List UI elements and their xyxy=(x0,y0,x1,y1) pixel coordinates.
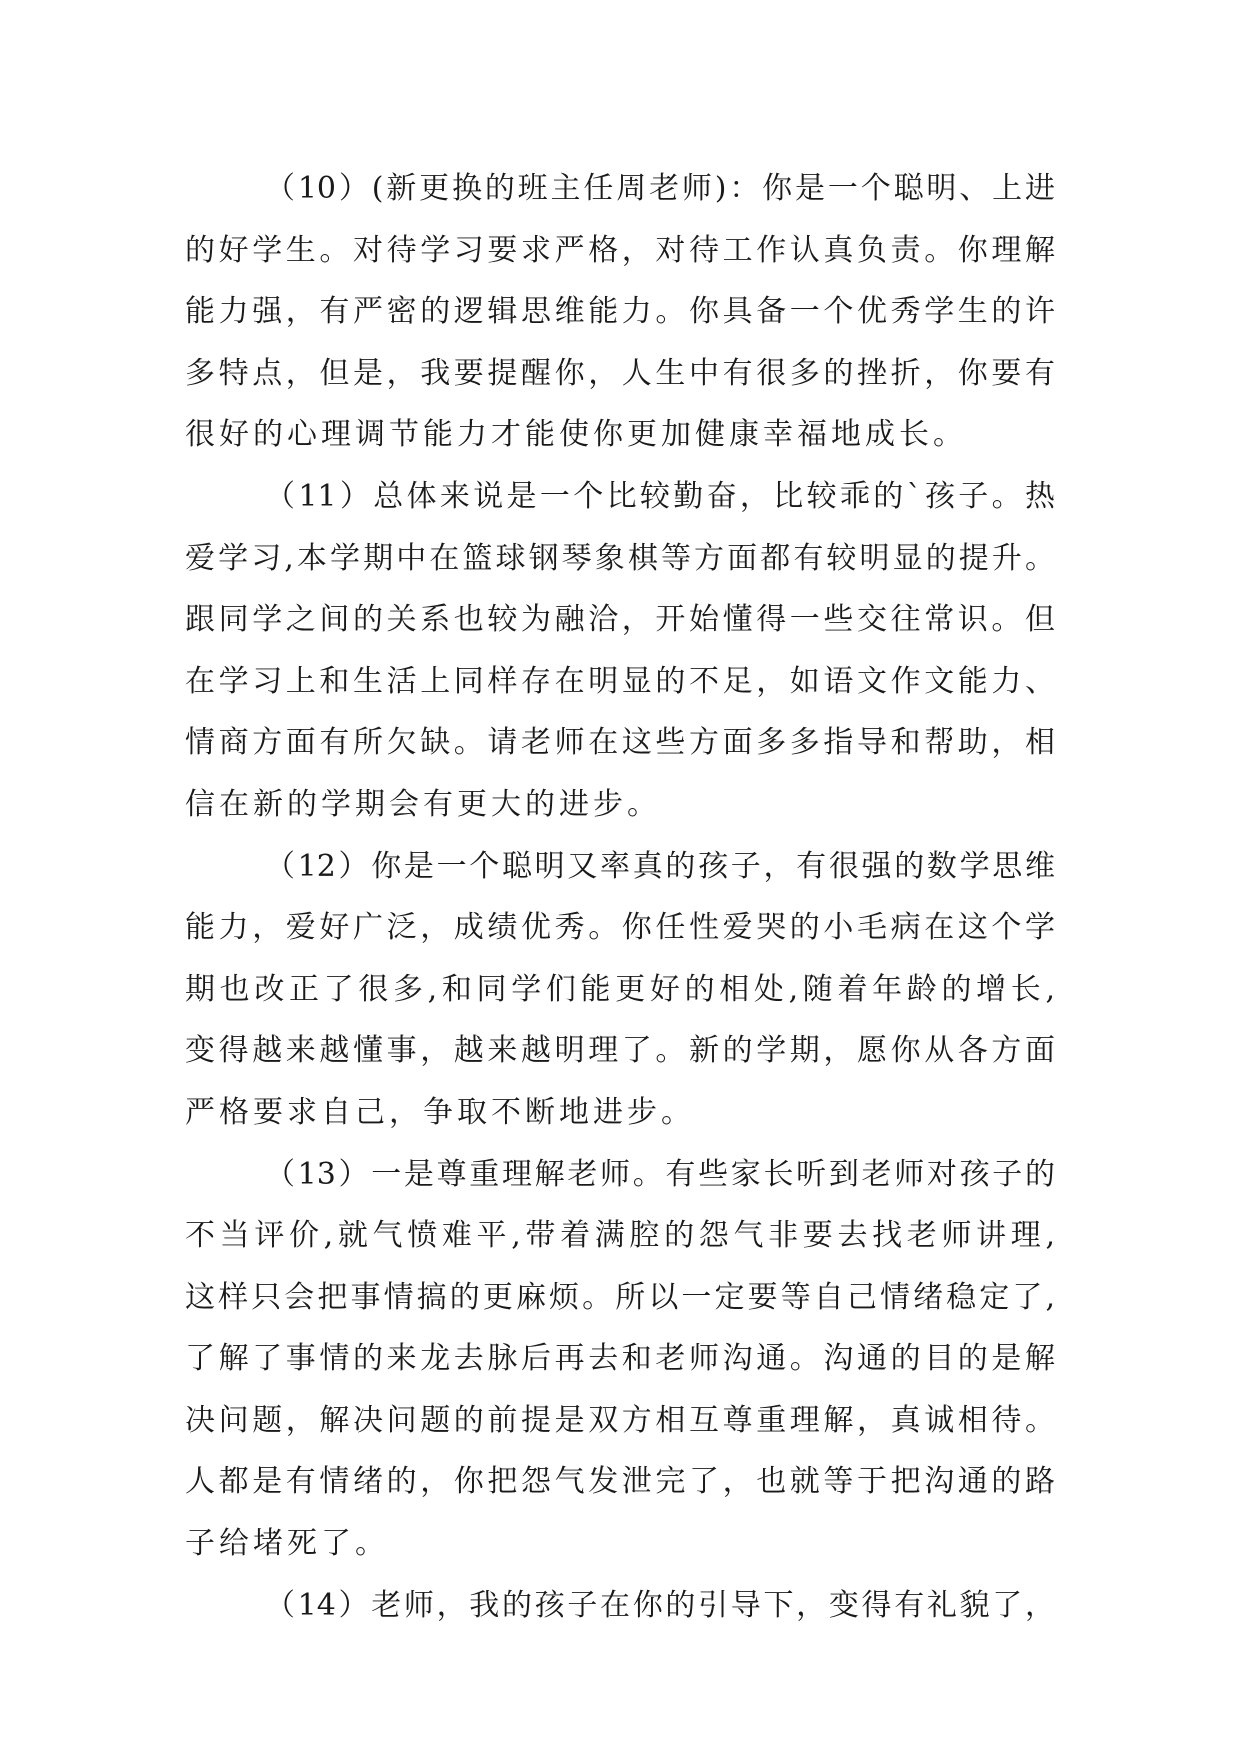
text-line: （13）一是尊重理解老师。有些家长听到老师对孩子的 xyxy=(265,1156,1055,1192)
text-line: 信在新的学期会有更大的进步。 xyxy=(185,786,661,822)
text-line: （14）老师，我的孩子在你的引导下，变得有礼貌了， xyxy=(265,1587,1055,1623)
text-line: 期也改正了很多,和同学们能更好的相处,随着年龄的增长, xyxy=(185,971,1055,1007)
paragraph-13 xyxy=(185,1144,1055,1575)
text-line: 在学习上和生活上同样存在明显的不足，如语文作文能力、 xyxy=(185,663,1055,699)
text-line: 情商方面有所欠缺。请老师在这些方面多多指导和帮助，相 xyxy=(185,725,1055,761)
text-line: （12）你是一个聪明又率真的孩子，有很强的数学思维 xyxy=(265,848,1055,884)
paragraph-14 xyxy=(185,1575,1055,1637)
text-line: 了解了事情的来龙去脉后再去和老师沟通。沟通的目的是解 xyxy=(185,1341,1055,1377)
document-body xyxy=(185,158,1055,1636)
text-line: 变得越来越懂事，越来越明理了。新的学期，愿你从各方面 xyxy=(185,1033,1055,1069)
text-line: （11）总体来说是一个比较勤奋，比较乖的`孩子。热 xyxy=(265,478,1055,514)
text-line: 子给堵死了。 xyxy=(185,1526,389,1562)
text-line: 多特点，但是，我要提醒你，人生中有很多的挫折，你要有 xyxy=(185,355,1055,391)
text-line: 这样只会把事情搞的更麻烦。所以一定要等自己情绪稳定了, xyxy=(185,1279,1055,1315)
paragraph-11 xyxy=(185,466,1055,836)
text-line: 能力强，有严密的逻辑思维能力。你具备一个优秀学生的许 xyxy=(185,294,1055,330)
text-line: 的好学生。对待学习要求严格，对待工作认真负责。你理解 xyxy=(185,232,1055,268)
text-line: 很好的心理调节能力才能使你更加健康幸福地成长。 xyxy=(185,417,967,453)
text-line: 严格要求自己，争取不断地进步。 xyxy=(185,1094,695,1130)
text-line: 爱学习,本学期中在篮球钢琴象棋等方面都有较明显的提升。 xyxy=(185,540,1055,576)
paragraph-10 xyxy=(185,158,1055,466)
text-line: 跟同学之间的关系也较为融洽，开始懂得一些交往常识。但 xyxy=(185,602,1055,638)
text-line: （10）(新更换的班主任周老师)：你是一个聪明、上进 xyxy=(265,171,1055,206)
text-line: 决问题，解决问题的前提是双方相互尊重理解，真诚相待。 xyxy=(185,1402,1055,1438)
paragraph-12 xyxy=(185,836,1055,1144)
text-line: 能力，爱好广泛，成绩优秀。你任性爱哭的小毛病在这个学 xyxy=(185,910,1055,946)
text-line: 人都是有情绪的，你把怨气发泄完了，也就等于把沟通的路 xyxy=(185,1464,1055,1500)
text-line: 不当评价,就气愤难平,带着满腔的怨气非要去找老师讲理, xyxy=(185,1218,1055,1254)
